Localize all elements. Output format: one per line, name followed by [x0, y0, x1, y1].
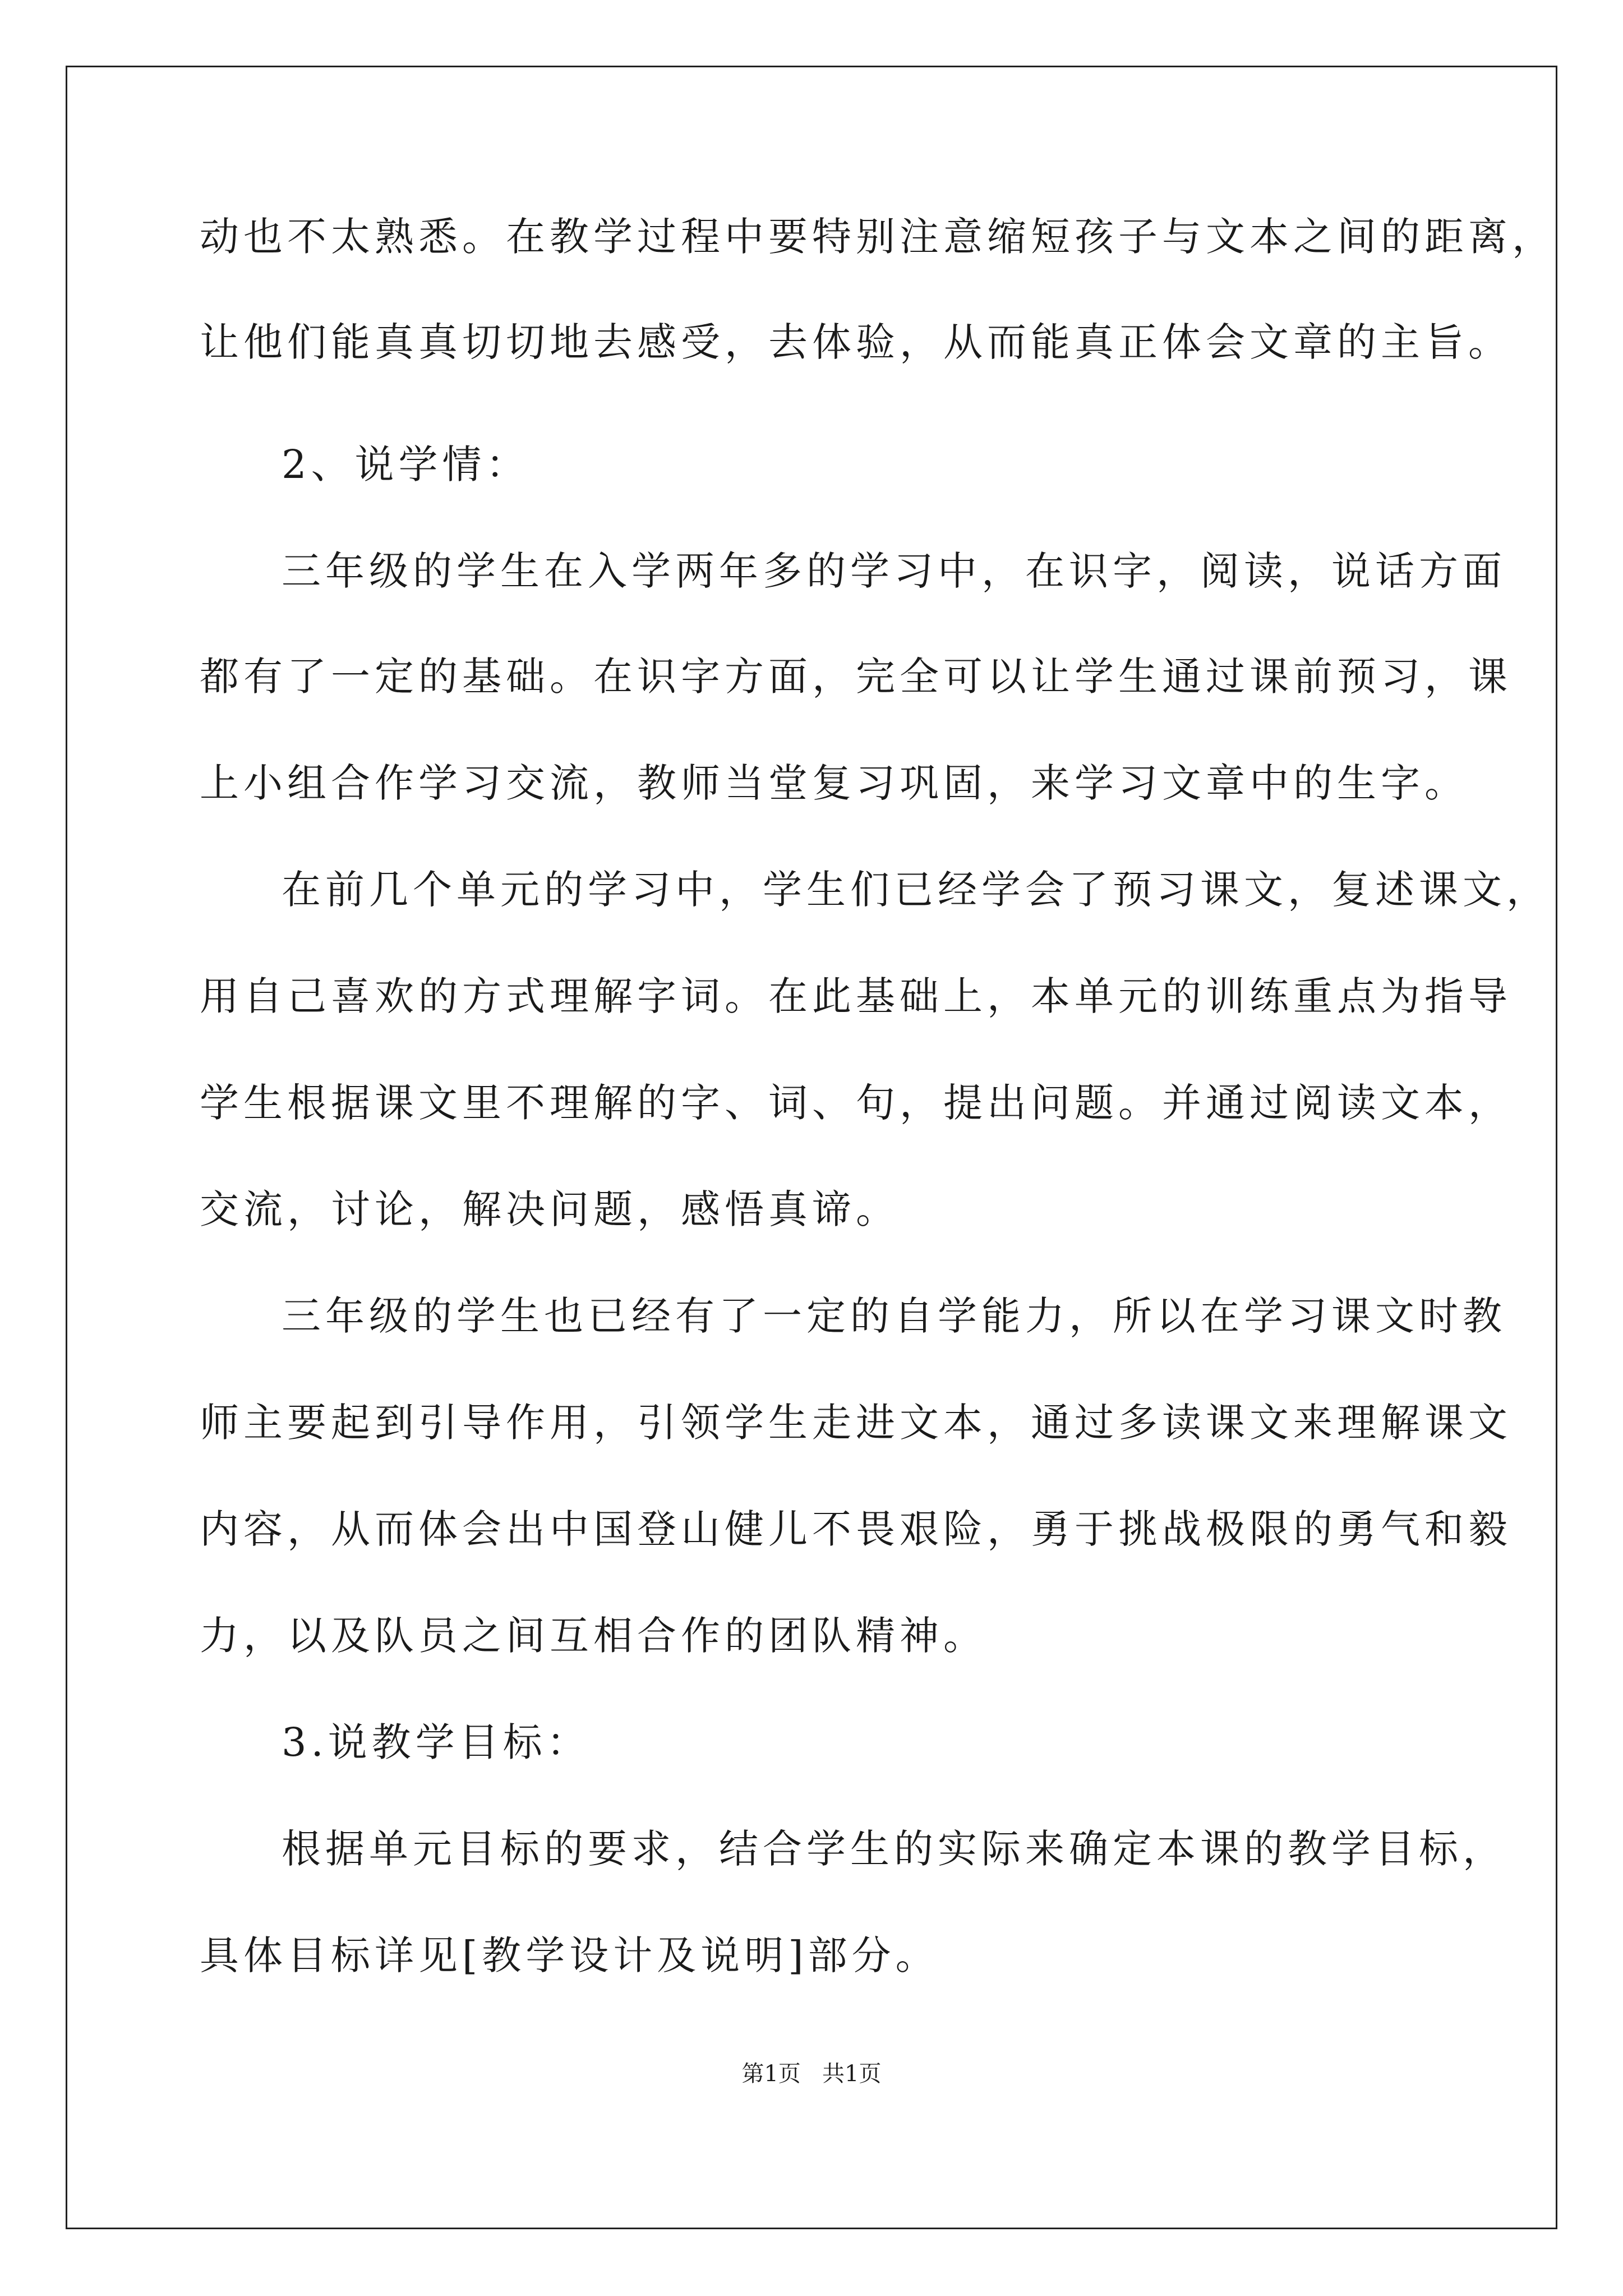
- text-line: 内容，从而体会出中国登山健儿不畏艰险，勇于挑战极限的勇气和毅: [200, 1506, 1512, 1552]
- section-heading: 2、说学情：: [282, 441, 530, 487]
- page-border: [66, 66, 1557, 2229]
- text-line: 在前几个单元的学习中，学生们已经学会了预习课文，复述课文，: [282, 867, 1550, 913]
- text-line: 三年级的学生在入学两年多的学习中，在识字，阅读，说话方面: [282, 548, 1506, 594]
- text-line: 用自己喜欢的方式理解字词。在此基础上，本单元的训练重点为指导: [200, 973, 1512, 1019]
- text-line: 学生根据课文里不理解的字、词、句，提出问题。并通过阅读文本，: [200, 1080, 1512, 1126]
- text-line: 上小组合作学习交流，教师当堂复习巩固，来学习文章中的生字。: [200, 760, 1468, 806]
- text-line: 力，以及队员之间互相合作的团队精神。: [200, 1613, 987, 1659]
- page-footer: 第1页 共1页: [741, 2061, 882, 2087]
- text-line: 具体目标详见[教学设计及说明]部分。: [200, 1932, 939, 1978]
- text-line: 三年级的学生也已经有了一定的自学能力，所以在学习课文时教: [282, 1293, 1506, 1339]
- text-line: 都有了一定的基础。在识字方面，完全可以让学生通过课前预习，课: [200, 654, 1512, 700]
- text-line: 师主要起到引导作用，引领学生走进文本，通过多读课文来理解课文: [200, 1400, 1512, 1446]
- text-line: 让他们能真真切切地去感受，去体验，从而能真正体会文章的主旨。: [200, 319, 1512, 365]
- section-heading: 3.说教学目标：: [282, 1719, 591, 1765]
- text-line: 交流，讨论，解决问题，感悟真谛。: [200, 1186, 900, 1232]
- text-line: 动也不太熟悉。在教学过程中要特别注意缩短孩子与文本之间的距离，: [200, 214, 1556, 260]
- text-line: 根据单元目标的要求，结合学生的实际来确定本课的教学目标，: [282, 1826, 1506, 1872]
